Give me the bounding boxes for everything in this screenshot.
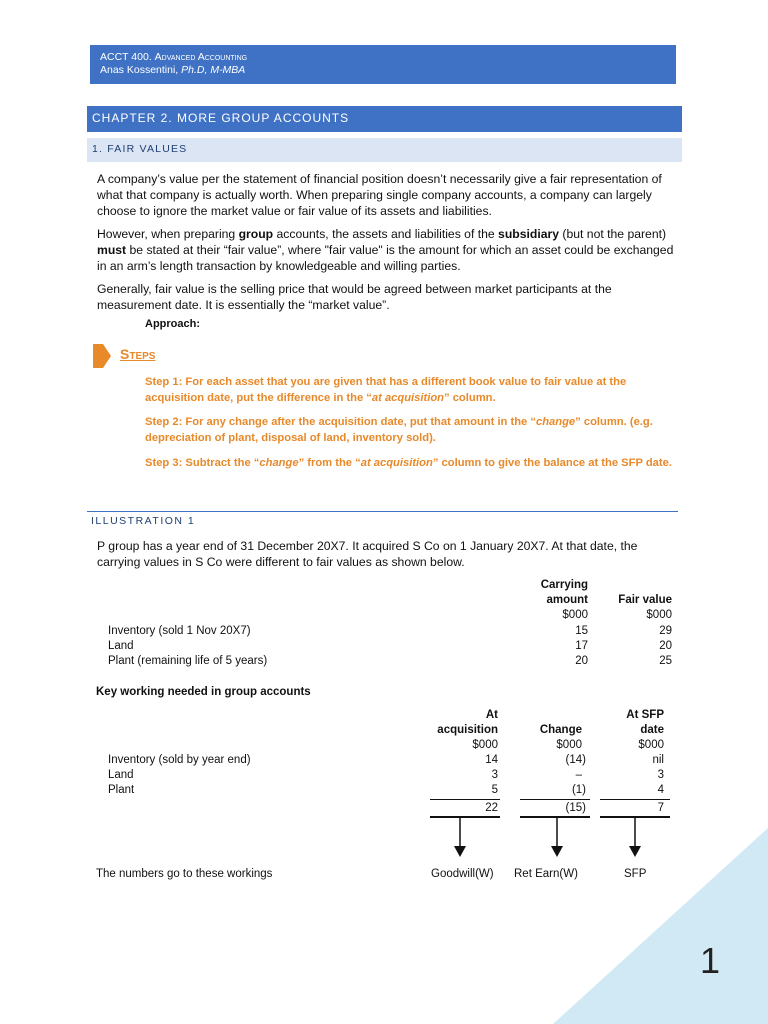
table-cell: (14) xyxy=(565,754,586,766)
col-sfp-header-2: date xyxy=(640,724,664,736)
col-sfp-unit: $000 xyxy=(638,739,664,751)
table-row-label: Plant xyxy=(108,784,135,796)
total-cell: (15) xyxy=(565,802,586,814)
destinations-label: The numbers go to these workings xyxy=(96,868,273,880)
chapter-title: CHAPTER 2. MORE GROUP ACCOUNTS xyxy=(87,106,682,132)
col-fair-unit: $000 xyxy=(646,609,672,621)
table-cell: 29 xyxy=(659,625,672,637)
course-title: ACCT 400. Advanced Accounting xyxy=(100,51,248,63)
arrow-down-icon xyxy=(450,818,470,858)
col-carrying-header: Carrying xyxy=(540,579,588,591)
step-3: Step 3: Subtract the “change” from the “at acquisition” column to give the balance at the SFP date. xyxy=(145,457,672,469)
destination-sfp: SFP xyxy=(624,868,647,880)
subtotal-line xyxy=(600,799,670,800)
table-row-label: Land xyxy=(108,640,134,652)
table-row-label: Inventory (sold 1 Nov 20X7) xyxy=(108,625,251,637)
corner-decoration xyxy=(553,828,768,1024)
table-cell: 4 xyxy=(657,784,664,796)
table-cell: 3 xyxy=(657,769,664,781)
col-sfp-header: At SFP xyxy=(626,709,664,721)
course-header xyxy=(90,45,676,84)
col-fair-header: Fair value xyxy=(618,594,672,606)
col-acq-unit: $000 xyxy=(472,739,498,751)
section-title: 1. FAIR VALUES xyxy=(87,138,682,162)
table-cell: 20 xyxy=(659,640,672,652)
steps-title: Steps xyxy=(120,346,156,362)
subtotal-line xyxy=(520,799,590,800)
illustration-title: ILLUSTRATION 1 xyxy=(91,515,196,527)
table-row-label: Inventory (sold by year end) xyxy=(108,754,251,766)
table-cell: 5 xyxy=(491,784,498,796)
approach-label: Approach: xyxy=(145,318,200,330)
table-cell: 15 xyxy=(575,625,588,637)
paragraph-1: A company’s value per the statement of financial position doesn’t necessarily give a fair representation of what that company is actually worth. When preparing single company accounts, a company can largely choose to ignore the market value or fair value of its assets and liabilities. xyxy=(97,172,662,218)
page-number: 1 xyxy=(700,940,721,981)
step-1: Step 1: For each asset that you are given that has a different book value to fair value at the acquisition date, put the difference in the “at acquisition” column. xyxy=(145,376,627,404)
paragraph-3: Generally, fair value is the selling price that would be agreed between market participants at the measurement date. It is essentially the “market value”. xyxy=(97,282,612,312)
col-acq-header: At xyxy=(485,709,498,721)
table-cell: 25 xyxy=(659,655,672,667)
col-acq-header-2: acquisition xyxy=(437,724,498,736)
table-cell: (1) xyxy=(571,784,586,796)
destination-ret-earn: Ret Earn(W) xyxy=(514,868,578,880)
subtotal-line xyxy=(430,799,500,800)
col-carrying-header-2: amount xyxy=(546,594,588,606)
illustration-divider xyxy=(87,511,678,512)
illustration-intro: P group has a year end of 31 December 20X7. It acquired S Co on 1 January 20X7. At that date, the carrying values in S Co were different to fair values as shown below. xyxy=(97,539,638,569)
col-carrying-unit: $000 xyxy=(562,609,588,621)
destination-goodwill: Goodwill(W) xyxy=(431,868,494,880)
total-cell: 7 xyxy=(657,802,664,814)
table-cell: 14 xyxy=(485,754,498,766)
key-working-title: Key working needed in group accounts xyxy=(96,686,311,698)
col-change-header: Change xyxy=(539,724,582,736)
table-cell: 3 xyxy=(491,769,498,781)
steps-arrow-icon xyxy=(93,344,113,368)
col-change-unit: $000 xyxy=(556,739,582,751)
table-cell: 20 xyxy=(575,655,588,667)
table-row-label: Land xyxy=(108,769,134,781)
course-author: Anas Kossentini, Ph.D, M-MBA xyxy=(100,64,246,76)
table-cell: nil xyxy=(652,754,664,766)
step-2: Step 2: For any change after the acquisition date, put that amount in the “change” column. (e.g. depreciation of plant, disposal of land, inventory sold). xyxy=(145,416,653,444)
table-cell: 17 xyxy=(575,640,588,652)
paragraph-2: However, when preparing group accounts, the assets and liabilities of the subsidiary (but not the parent) must be stated at their “fair value”, where "fair value" is the amount for which an asset could be exchanged in an arm’s length transaction by knowledgeable and willing parties. xyxy=(97,227,674,273)
table-row-label: Plant (remaining life of 5 years) xyxy=(108,655,268,667)
total-cell: 22 xyxy=(485,802,498,814)
table-cell: – xyxy=(575,769,582,781)
